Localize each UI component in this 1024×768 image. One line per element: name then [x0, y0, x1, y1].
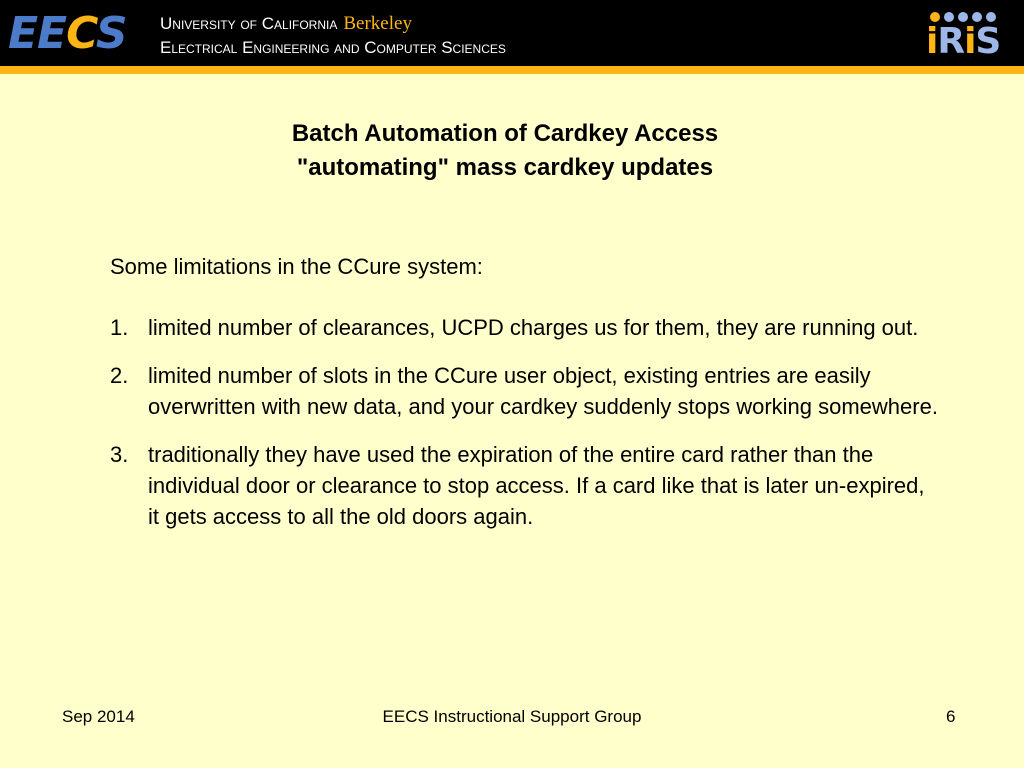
iris-logo — [926, 8, 1016, 62]
eecs-logo-ee: EE — [8, 8, 67, 59]
header-bar — [0, 0, 1024, 66]
eecs-logo-s: S — [95, 8, 127, 59]
eecs-logo — [8, 10, 127, 58]
list-item-number: 1. — [110, 315, 129, 340]
university-label: University of California — [160, 14, 338, 33]
slide-title-line2: "automating" mass cardkey updates — [296, 154, 714, 181]
footer-page-number: 6 — [946, 707, 956, 726]
slide-title-line1: Batch Automation of Cardkey Access — [291, 120, 719, 147]
limitations-list — [110, 312, 940, 549]
campus-name: Berkeley — [343, 13, 412, 34]
list-item-text: limited number of slots in the CCure user object, existing entries are easily overwritten with new data, and your cardkey suddenly stops working somewhere. — [148, 363, 938, 419]
department-name: Electrical Engineering and Computer Sciences — [160, 38, 506, 57]
footer-group: EECS Instructional Support Group — [382, 707, 642, 726]
university-name — [160, 14, 412, 34]
slide-intro: Some limitations in the CCure system: — [110, 254, 483, 279]
iris-wordmark: iRiS — [926, 21, 1001, 62]
header-rule — [0, 66, 1024, 74]
eecs-logo-c: C — [66, 8, 96, 59]
list-item-text: traditionally they have used the expiration of the entire card rather than the individual door or clearance to stop access. If a card like that is later un-expired, it gets access to all the old doors again. — [148, 442, 925, 529]
list-item — [110, 439, 940, 532]
slide-title — [0, 117, 1010, 185]
list-item — [110, 312, 940, 343]
list-item — [110, 360, 940, 422]
footer-date: Sep 2014 — [62, 707, 135, 726]
list-item-number: 2. — [110, 363, 129, 388]
list-item-number: 3. — [110, 442, 129, 467]
list-item-text: limited number of clearances, UCPD charges us for them, they are running out. — [148, 315, 919, 340]
